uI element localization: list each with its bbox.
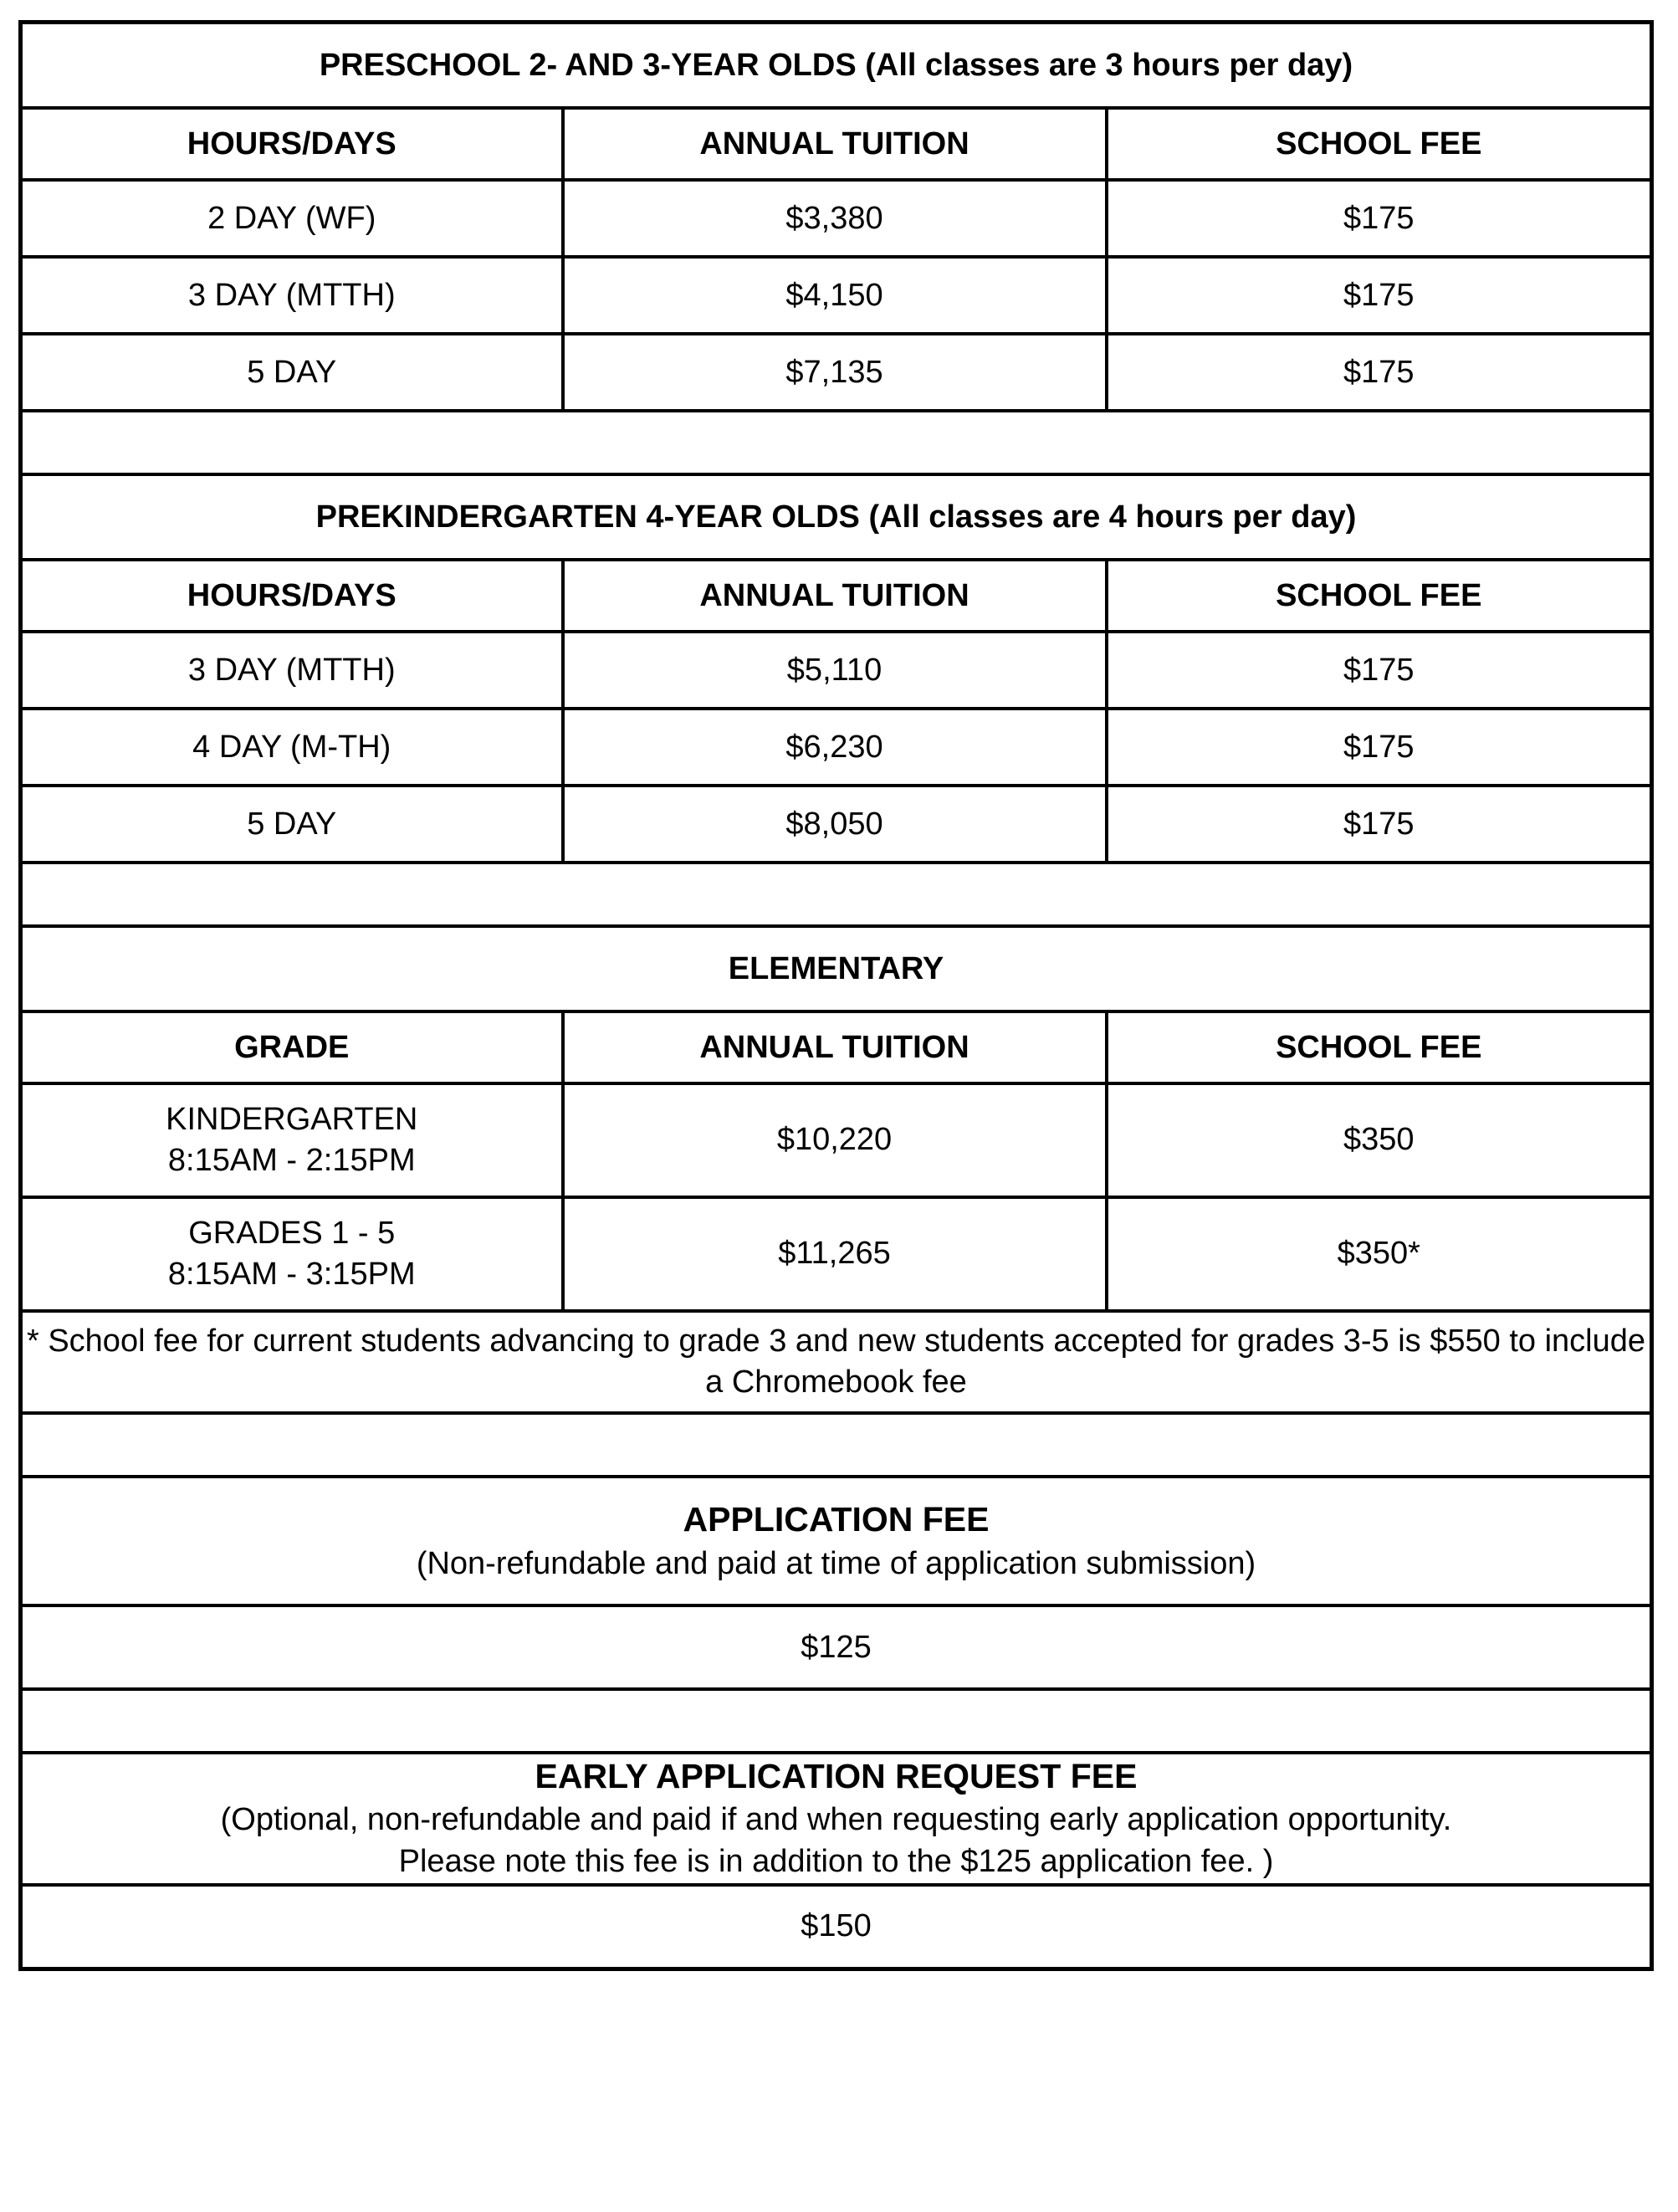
early-application-fee-block <box>21 1753 1652 1885</box>
elementary-section-title: ELEMENTARY <box>21 926 1652 1011</box>
elementary-header-row <box>21 1011 1652 1083</box>
elementary-col-header-school-fee: SCHOOL FEE <box>1107 1011 1652 1083</box>
elementary-row-1-annual-tuition: $11,265 <box>563 1197 1107 1311</box>
prekindergarten-row-2-annual-tuition: $8,050 <box>563 786 1107 863</box>
prekindergarten-row-0-school-fee: $175 <box>1107 632 1652 709</box>
elementary-row-1-school-fee: $350* <box>1107 1197 1652 1311</box>
prekindergarten-row-1-annual-tuition: $6,230 <box>563 709 1107 786</box>
elementary-row-0-grade-time: 8:15AM - 2:15PM <box>167 1143 416 1178</box>
preschool-col-header-annual-tuition: ANNUAL TUITION <box>563 108 1107 180</box>
spacer-cell <box>21 411 1652 474</box>
preschool-row-2-school-fee: $175 <box>1107 334 1652 411</box>
elementary-title-row <box>21 926 1652 1011</box>
table-row <box>21 786 1652 863</box>
application-fee-amount: $125 <box>21 1605 1652 1689</box>
preschool-row-1-school-fee: $175 <box>1107 257 1652 334</box>
application-fee-heading-row <box>21 1477 1652 1605</box>
preschool-row-2-annual-tuition: $7,135 <box>563 334 1107 411</box>
spacer-cell <box>21 1689 1652 1753</box>
elementary-row-0-annual-tuition: $10,220 <box>563 1083 1107 1197</box>
early-application-fee-heading: EARLY APPLICATION REQUEST FEE <box>535 1757 1138 1795</box>
elementary-col-header-grade: GRADE <box>21 1011 563 1083</box>
prekindergarten-col-header-annual-tuition: ANNUAL TUITION <box>563 560 1107 632</box>
table-row <box>21 334 1652 411</box>
elementary-col-header-annual-tuition: ANNUAL TUITION <box>563 1011 1107 1083</box>
preschool-header-row <box>21 108 1652 180</box>
prekindergarten-row-0-hours-days: 3 DAY (MTTH) <box>21 632 563 709</box>
tuition-and-fees-table <box>18 20 1654 1971</box>
spacer-row-after-application-fee <box>21 1689 1652 1753</box>
spacer-row-after-preschool <box>21 411 1652 474</box>
early-application-fee-subheading-line-1: (Optional, non-refundable and paid if and when requesting early application opportunity. <box>220 1802 1452 1838</box>
elementary-footnote: * School fee for current students advancing to grade 3 and new students accepted for grades 3-5 is $550 to include a Chromebook fee <box>21 1311 1652 1413</box>
early-application-fee-amount: $150 <box>21 1885 1652 1969</box>
elementary-row-1-grade-name: GRADES 1 - 5 <box>188 1215 396 1251</box>
spacer-row-after-prekindergarten <box>21 863 1652 926</box>
elementary-row-1-grade <box>21 1197 563 1311</box>
preschool-row-0-annual-tuition: $3,380 <box>563 180 1107 257</box>
preschool-row-0-hours-days: 2 DAY (WF) <box>21 180 563 257</box>
application-fee-heading: APPLICATION FEE <box>683 1500 990 1539</box>
elementary-row-0-grade <box>21 1083 563 1197</box>
spacer-cell <box>21 1413 1652 1477</box>
prekindergarten-title-row <box>21 474 1652 560</box>
prekindergarten-row-0-annual-tuition: $5,110 <box>563 632 1107 709</box>
elementary-row-0-grade-name: KINDERGARTEN <box>166 1101 418 1137</box>
preschool-col-header-school-fee: SCHOOL FEE <box>1107 108 1652 180</box>
spacer-row-after-elementary <box>21 1413 1652 1477</box>
preschool-row-2-hours-days: 5 DAY <box>21 334 563 411</box>
spacer-cell <box>21 863 1652 926</box>
table-row <box>21 1083 1652 1197</box>
preschool-row-1-hours-days: 3 DAY (MTTH) <box>21 257 563 334</box>
prekindergarten-header-row <box>21 560 1652 632</box>
table-row <box>21 1197 1652 1311</box>
table-row <box>21 632 1652 709</box>
elementary-row-1-grade-time: 8:15AM - 3:15PM <box>167 1257 416 1292</box>
prekindergarten-col-header-hours-days: HOURS/DAYS <box>21 560 563 632</box>
preschool-row-1-annual-tuition: $4,150 <box>563 257 1107 334</box>
elementary-row-0-school-fee: $350 <box>1107 1083 1652 1197</box>
application-fee-subheading: (Non-refundable and paid at time of application submission) <box>416 1545 1256 1581</box>
early-application-fee-heading-row <box>21 1753 1652 1885</box>
table-row <box>21 709 1652 786</box>
early-application-fee-amount-row <box>21 1885 1652 1969</box>
prekindergarten-row-2-school-fee: $175 <box>1107 786 1652 863</box>
table-row <box>21 180 1652 257</box>
table-row <box>21 257 1652 334</box>
preschool-title-row <box>21 23 1652 109</box>
early-application-fee-subheading-line-2: Please note this fee is in addition to the $125 application fee. ) <box>398 1844 1274 1880</box>
preschool-row-0-school-fee: $175 <box>1107 180 1652 257</box>
application-fee-block <box>21 1477 1652 1605</box>
elementary-footnote-row <box>21 1311 1652 1413</box>
prekindergarten-col-header-school-fee: SCHOOL FEE <box>1107 560 1652 632</box>
prekindergarten-row-2-hours-days: 5 DAY <box>21 786 563 863</box>
preschool-col-header-hours-days: HOURS/DAYS <box>21 108 563 180</box>
preschool-section-title: PRESCHOOL 2- AND 3-YEAR OLDS (All classes are 3 hours per day) <box>21 23 1652 109</box>
prekindergarten-section-title: PREKINDERGARTEN 4-YEAR OLDS (All classes are 4 hours per day) <box>21 474 1652 560</box>
application-fee-amount-row <box>21 1605 1652 1689</box>
prekindergarten-row-1-hours-days: 4 DAY (M-TH) <box>21 709 563 786</box>
prekindergarten-row-1-school-fee: $175 <box>1107 709 1652 786</box>
